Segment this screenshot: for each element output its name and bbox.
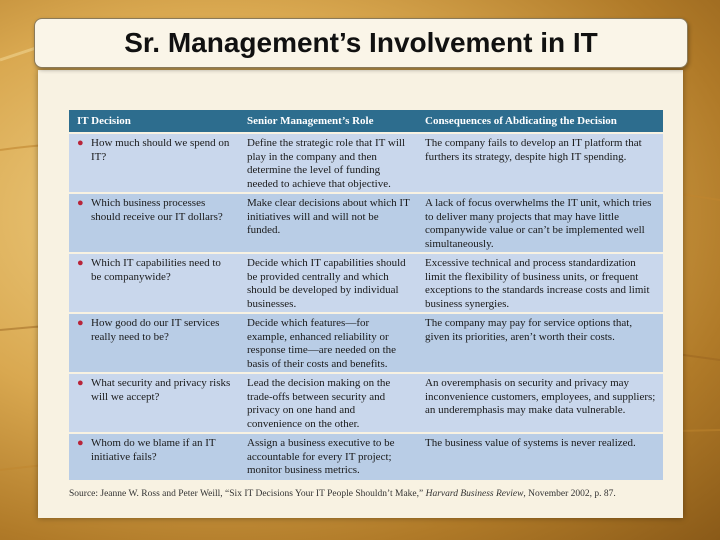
- table-row: [69, 252, 663, 312]
- bullet-icon: ●: [77, 197, 84, 209]
- decision-text: Whom do we blame if an IT initiative fails?: [91, 437, 216, 463]
- table-row: [69, 432, 663, 480]
- role-cell: Lead the decision making on the trade-offs between security and privacy on one hand and convenience on the other.: [247, 377, 391, 430]
- bullet-icon: ●: [77, 317, 84, 329]
- consequence-cell: A lack of focus overwhelms the IT unit, which tries to deliver many projects that may have little companywide value or can’t be implemented well simultaneously.: [425, 197, 652, 250]
- bullet-icon: ●: [77, 437, 84, 449]
- role-cell: Decide which IT capabilities should be provided centrally and which should be developed by individual businesses.: [247, 257, 406, 310]
- decision-cell: [69, 134, 239, 194]
- source-prefix: Source: Jeanne W. Ross and Peter Weill, “Six IT Decisions Your IT People Shouldn’t Make,”: [69, 489, 424, 499]
- header-management-role: Senior Management’s Role: [247, 115, 374, 127]
- bullet-icon: ●: [77, 377, 84, 389]
- table-header: [69, 110, 663, 132]
- title-bar: [34, 18, 688, 68]
- consequence-cell: Excessive technical and process standardization limit the flexibility of business units, or frequent exceptions to the standards increase costs and limit business synergies.: [425, 257, 650, 310]
- bullet-icon: ●: [77, 257, 84, 269]
- decision-text: What security and privacy risks will we accept?: [91, 377, 231, 403]
- decision-cell: [69, 254, 239, 314]
- table-row: [69, 312, 663, 372]
- consequence-cell: The company fails to develop an IT platform that furthers its strategy, despite high IT spending.: [425, 137, 642, 163]
- decision-cell: [69, 434, 239, 481]
- decision-text: How good do our IT services really need to be?: [91, 317, 220, 343]
- source-journal: Harvard Business Review: [425, 489, 524, 499]
- table-row: [69, 372, 663, 432]
- header-consequences: Consequences of Abdicating the Decision: [425, 115, 617, 127]
- decision-text: How much should we spend on IT?: [91, 137, 230, 163]
- source-citation: [69, 489, 663, 499]
- decision-cell: [69, 194, 239, 254]
- table-row: [69, 192, 663, 252]
- decision-text: Which IT capabilities need to be companywide?: [91, 257, 221, 283]
- consequence-cell: The company may pay for service options that, given its priorities, aren’t worth their costs.: [425, 317, 633, 343]
- consequence-cell: The business value of systems is never realized.: [425, 437, 636, 449]
- role-cell: Assign a business executive to be accountable for every IT project; monitor business metrics.: [247, 437, 395, 476]
- header-it-decision: IT Decision: [77, 115, 131, 127]
- bullet-icon: ●: [77, 137, 84, 149]
- decision-table: [69, 110, 663, 480]
- table-row: [69, 132, 663, 192]
- role-cell: Make clear decisions about which IT initiatives will and will not be funded.: [247, 197, 410, 236]
- consequence-cell: An overemphasis on security and privacy may inconvenience customers, employees, and suppliers; an underemphasis may make data vulnerable.: [425, 377, 656, 416]
- role-cell: Decide which features—for example, enhanced reliability or response time—are needed on the basis of their costs and benefits.: [247, 317, 397, 370]
- decision-text: Which business processes should receive our IT dollars?: [91, 197, 223, 223]
- role-cell: Define the strategic role that IT will play in the company and then determine the level of funding needed to achieve that objective.: [247, 137, 406, 190]
- slide-title: Sr. Management’s Involvement in IT: [124, 27, 598, 58]
- decision-cell: [69, 314, 239, 374]
- source-suffix: , November 2002, p. 87.: [523, 489, 616, 499]
- decision-cell: [69, 374, 239, 434]
